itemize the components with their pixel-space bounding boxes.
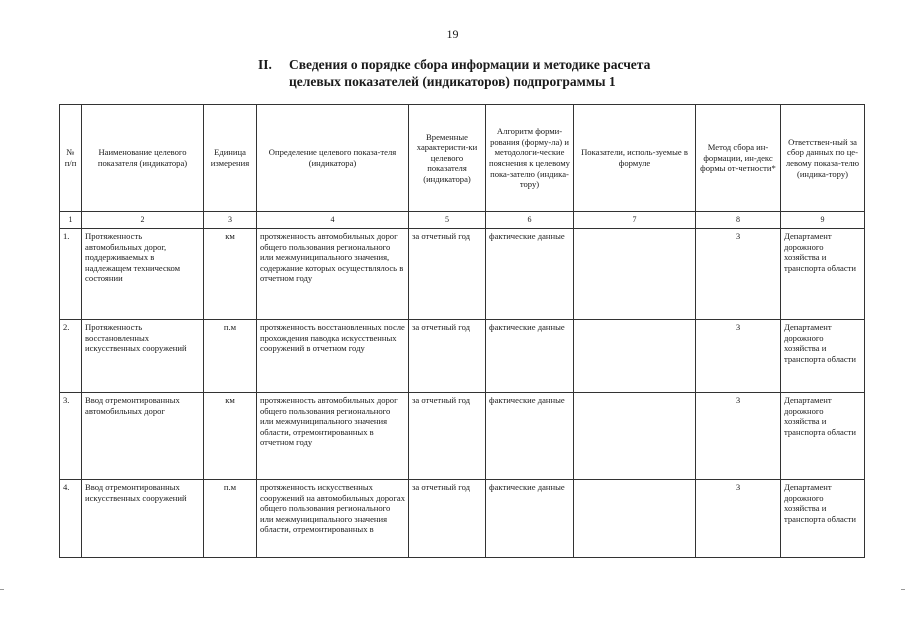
indicator-name: Протяженность восстановленных искусственных сооружений [82,320,204,393]
header-cell: Временные характеристи-ки целевого показателя (индикатора) [409,105,486,212]
scan-edge-mark [901,589,905,590]
table-row [60,320,865,393]
column-number: 1 [60,212,82,229]
header-cell: Определение целевого показа-теля (индикатора) [257,105,409,212]
header-cell: Метод сбора ин-формации, ин-декс формы от-четности* [696,105,781,212]
responsible: Департамент дорожного хозяйства и транспорта области [781,480,865,558]
table-row [60,229,865,320]
formula-indicators [574,393,696,480]
header-cell: Единица измерения [204,105,257,212]
column-number: 8 [696,212,781,229]
definition: протяженность автомобильных дорог общего пользования регионального или межмуниципального значения, содержание которых осуществлялось в отчетном году [257,229,409,320]
section-number: II. [258,57,272,72]
header-cell: Алгоритм форми-рования (форму-ла) и методологи-ческие пояснения к целевому пока-зателю (индика-тору) [486,105,574,212]
collection-method: 3 [696,393,781,480]
row-number: 3. [60,393,82,480]
column-number: 7 [574,212,696,229]
collection-method: 3 [696,320,781,393]
indicator-name: Ввод отремонтированных автомобильных дорог [82,393,204,480]
responsible: Департамент дорожного хозяйства и транспорта области [781,229,865,320]
column-number: 5 [409,212,486,229]
column-number: 3 [204,212,257,229]
table-row [60,393,865,480]
header-cell: Наименование целевого показателя (индикатора) [82,105,204,212]
time-characteristic: за отчетный год [409,480,486,558]
algorithm: фактические данные [486,320,574,393]
unit: км [204,229,257,320]
definition-text: протяженность искусственных сооружений на автомобильных дорогах общего пользования регионального или межмуниципального значения области, отремонтированных в [260,482,405,535]
table-header-row [60,105,865,212]
time-characteristic: за отчетный год [409,320,486,393]
header-cell: Ответствен-ный за сбор данных по це-левому показа-телю (индика-тору) [781,105,865,212]
unit: км [204,393,257,480]
section-title [289,56,650,90]
definition [257,480,409,558]
responsible: Департамент дорожного хозяйства и транспорта области [781,320,865,393]
unit: п.м [204,480,257,558]
column-number: 4 [257,212,409,229]
algorithm: фактические данные [486,393,574,480]
formula-indicators [574,480,696,558]
indicator-name: Протяженность автомобильных дорог, поддерживаемых в надлежащем техническом состоянии [82,229,204,320]
time-characteristic: за отчетный год [409,393,486,480]
collection-method: 3 [696,480,781,558]
column-number-row [60,212,865,229]
algorithm: фактические данные [486,480,574,558]
indicators-table [59,104,865,558]
column-number: 6 [486,212,574,229]
collection-method: 3 [696,229,781,320]
responsible: Департамент дорожного хозяйства и транспорта области [781,393,865,480]
unit: п.м [204,320,257,393]
definition: протяженность восстановленных после прохождения паводка искусственных сооружений в отчетном году [257,320,409,393]
algorithm: фактические данные [486,229,574,320]
formula-indicators [574,229,696,320]
definition: протяженность автомобильных дорог общего пользования регионального или межмуниципального значения области, отремонтированных в отчетном году [257,393,409,480]
column-number: 9 [781,212,865,229]
page-number: 19 [446,27,459,41]
scan-edge-mark [0,589,4,590]
formula-indicators [574,320,696,393]
column-number: 2 [82,212,204,229]
header-cell: № п/п [60,105,82,212]
indicator-name: Ввод отремонтированных искусственных сооружений [82,480,204,558]
section-title-line2: целевых показателей (индикаторов) подпрограммы 1 [289,74,616,89]
row-number: 2. [60,320,82,393]
row-number: 4. [60,480,82,558]
time-characteristic: за отчетный год [409,229,486,320]
row-number: 1. [60,229,82,320]
header-cell: Показатели, исполь-зуемые в формуле [574,105,696,212]
table-row [60,480,865,558]
section-title-line1: Сведения о порядке сбора информации и методике расчета [289,57,651,72]
